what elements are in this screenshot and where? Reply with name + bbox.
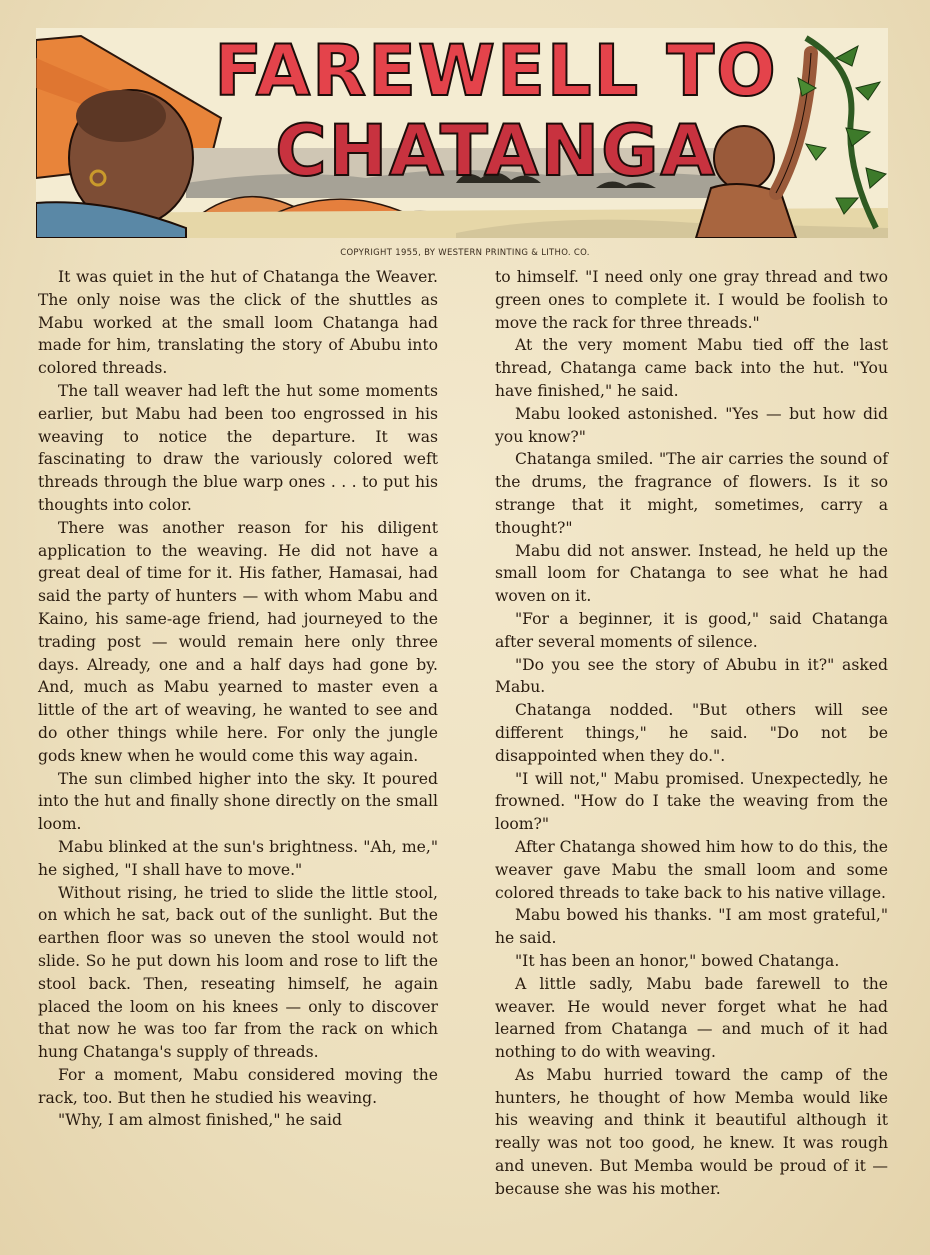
paragraph: Chatanga smiled. "The air carries the sound of the drums, the fragrance of flowers. Is it so strange that it might, sometimes, carry a thought?" [495,450,888,537]
right-text-column [495,266,888,1201]
title-line-1: FAREWELL TO [214,30,778,112]
title-line-2: CHATANGA [275,110,717,192]
paragraph: Mabu bowed his thanks. "I am most grateful," he said. [495,906,888,948]
paragraph: For a moment, Mabu considered moving the rack, too. But then he studied his weaving. [38,1065,438,1107]
paragraph: It was quiet in the hut of Chatanga the Weaver. The only noise was the click of the shuttles as Mabu worked at the small loom Chatanga had made for him, translating the story of Abubu into colored threads. [38,268,438,378]
paragraph: A little sadly, Mabu bade farewell to the weaver. He would never forget what he had learned from Chatanga — and much of it had nothing to do with weaving. [495,974,888,1062]
paragraph: After Chatanga showed him how to do this, the weaver gave Mabu the small loom and some colored threads to take back to his native village. [495,837,888,902]
paragraph: "Do you see the story of Abubu in it?" asked Mabu. [495,655,888,697]
left-text-column [38,266,438,1132]
paragraph-continued: to himself. "I need only one gray thread and two green ones to complete it. I would be foolish to move the rack for three threads." [495,268,888,332]
paragraph: "It has been an honor," bowed Chatanga. [515,951,840,970]
paragraph: Without rising, he tried to slide the little stool, on which he sat, back out of the sunlight. But the earthen floor was so uneven the stool would not slide. So he put down his loom and rose to lift the stool back. Then, reseating himself, he again placed the loom on his knees — only to discover that now he was too far from the rack on which hung Chatanga's supply of threads. [38,883,438,1062]
paragraph: Mabu did not answer. Instead, he held up the small loom for Chatanga to see what he had woven on it. [495,541,888,606]
paragraph: There was another reason for his diligent application to the weaving. He did not have a great deal of time for it. His father, Hamasai, had said the party of hunters — with whom Mabu and Kaino, his same-age friend, had journeyed to the trading post — would remain here only three days. Already, one and a half days had gone by. And, much as Mabu yearned to master even a little of the art of weaving, he wanted to see and do other things while here. For only the jungle gods knew when he would come this way again. [38,518,438,765]
paragraph: "Why, I am almost finished," he said [58,1111,343,1130]
paragraph: Chatanga nodded. "But others will see different things," he said. "Do not be disappointed when they do.". [495,701,888,765]
paragraph: Mabu blinked at the sun's brightness. "Ah, me," he sighed, "I shall have to move." [38,837,438,879]
title-banner [36,28,888,238]
copyright-notice: COPYRIGHT 1955, BY WESTERN PRINTING & LITHO. CO. [340,248,590,258]
paragraph: As Mabu hurried toward the camp of the hunters, he thought of how Memba would like his weaving and think it beautiful although it really was not too good, he knew. It was rough and uneven. But Memba would be proud of it — because she was his mother. [495,1065,888,1198]
paragraph: "I will not," Mabu promised. Unexpectedly, he frowned. "How do I take the weaving from the loom?" [495,769,888,834]
paragraph: At the very moment Mabu tied off the last thread, Chatanga came back into the hut. "You have finished," he said. [495,336,888,400]
paragraph: Mabu looked astonished. "Yes — but how did you know?" [495,404,888,446]
paragraph: The sun climbed higher into the sky. It poured into the hut and finally shone directly on the small loom. [38,769,438,834]
paragraph: The tall weaver had left the hut some moments earlier, but Mabu had been too engrossed in his weaving to notice the departure. It was fascinating to draw the variously colored weft threads through the blue warp ones . . . to put his thoughts into color. [38,381,438,514]
paragraph: "For a beginner, it is good," said Chatanga after several moments of silence. [495,609,888,651]
